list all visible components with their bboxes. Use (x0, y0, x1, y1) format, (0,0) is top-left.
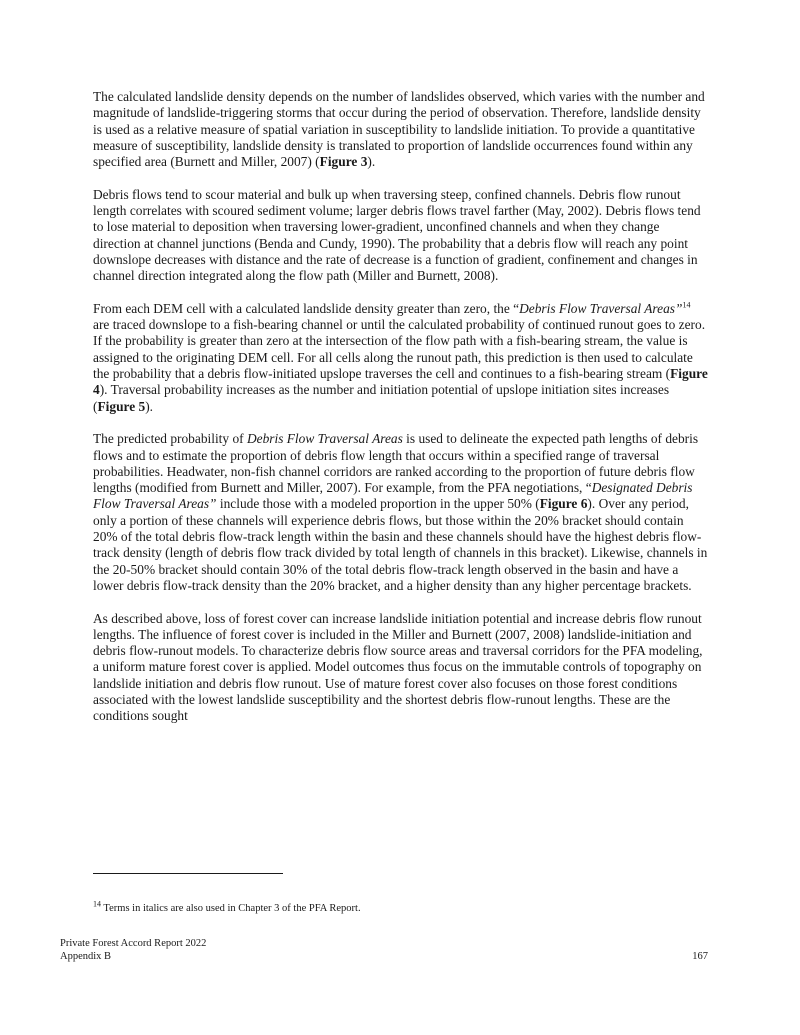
paragraph-1 (93, 89, 709, 170)
p4-text-2: is used to delineate the expected path lengths of debris flows and to estimate the proportion of debris flow length that occurs within a specified range of traversal probabilities. Headwater, non-fish channel corridors are ranked according to the proportion of future debris flow lengths (modified from Burnett and Miller, 2007). For example, from the PFA negotiations, “ (93, 431, 699, 496)
figure-3-ref: Figure 3 (319, 154, 368, 170)
page-number: 167 (692, 951, 708, 962)
footnote-number: 14 (93, 899, 101, 909)
p3-text-3: ). Traversal probability increases as the number and initiation potential of upslope initiation sites increases ( (93, 382, 670, 414)
p4-text: The predicted probability of (93, 431, 247, 447)
p3-text-end: ). (145, 398, 154, 414)
p1-text: The calculated landslide density depends on the number of landslides observed, which varies with the number and magnitude of landslide-triggering storms that occur during the period of observation. Therefore, landslide density is used as a relative measure of spatial variation in susceptibility to landslide initiation. To provide a quantitative measure of susceptibility, landslide density is translated to proportion of landslide occurrences found within any specified area (Burnett and Miller, 2007) ( (93, 89, 705, 170)
term-debris-flow-traversal-areas: Debris Flow Traversal Areas (246, 431, 403, 447)
body-text (93, 89, 709, 741)
p4-text-3: include those with a modeled proportion in the upper 50% ( (216, 496, 540, 512)
term-designated-debris-flow-traversal-areas: Designated Debris Flow Traversal Areas” (93, 480, 693, 512)
paragraph-5: As described above, loss of forest cover can increase landslide initiation potential and increase debris flow runout lengths. The influence of forest cover is included in the Miller and Burnett (2007, 2008) landslide-initiation and debris flow-runout models. To characterize debris flow source areas and traversal corridors for the PFA modeling, a uniform mature forest cover is applied. Model outcomes thus focus on the immutable controls of topography on landslide initiation and debris flow runout. Use of mature forest cover also focuses on those forest conditions associated with the lowest landslide susceptibility and the shortest debris flow-runout lengths. These are the conditions sought (93, 610, 703, 724)
p3-text: From each DEM cell with a calculated landslide density greater than zero, the “ (93, 300, 520, 316)
footer-report-title: Private Forest Accord Report 2022 (60, 938, 207, 949)
p4-text-end: ). Over any period, only a portion of these channels will experience debris flows, but those within the 20% bracket should contain 20% of the total debris flow-track length within the basin and these channels should have the highest debris flow-track density (length of debris flow track divided by total length of channels in this bracket). Likewise, channels in the 20-50% bracket should contain 30% of the total debris flow-track length observed in the basin and have a lower debris flow-track density than the 20% bracket, and a higher density than any higher percentage brackets. (93, 496, 708, 593)
figure-5-ref: Figure 5 (97, 398, 146, 414)
p3-text-2: are traced downslope to a fish-bearing channel or until the calculated probability of continued runout goes to zero. If the probability is greater than zero at the intersection of the flow path with a fish-bearing stream, the value is assigned to the originating DEM cell. For all cells along the runout path, this prediction is then used to calculate the probability that a debris flow-initiated upslope traverses the cell and continues to a fish-bearing stream ( (93, 317, 706, 382)
figure-6-ref: Figure 6 (539, 496, 588, 512)
footnote (93, 899, 361, 915)
p3-close-quote: ” (674, 300, 683, 316)
term-debris-flow-traversal-areas: Debris Flow Traversal Areas (519, 300, 675, 316)
paragraph-4 (93, 431, 709, 594)
footnote-text: Terms in italics are also used in Chapter 3 of the PFA Report. (101, 903, 361, 914)
p1-text-end: ). (367, 154, 376, 170)
footer-appendix: Appendix B (60, 951, 112, 962)
paragraph-2: Debris flows tend to scour material and bulk up when traversing steep, confined channels. Debris flow runout length correlates with scoured sediment volume; larger debris flows travel farther (May, 2002). Debris flows tend to lose material to deposition when traversing lower-gradient, unconfined channels and when they change direction at channel junctions (Benda and Cundy, 1990). The probability that a debris flow will reach any point downslope decreases with distance and the rate of decrease is a function of gradient, confinement and changes in channel direction integrated along the flow path (Miller and Burnett, 2008). (93, 186, 701, 284)
footnote-ref-14[interactable]: 14 (682, 300, 691, 310)
page-footer (60, 937, 708, 963)
paragraph-3 (93, 301, 709, 415)
footnote-divider (93, 873, 283, 874)
figure-4-ref: Figure 4 (93, 366, 708, 398)
